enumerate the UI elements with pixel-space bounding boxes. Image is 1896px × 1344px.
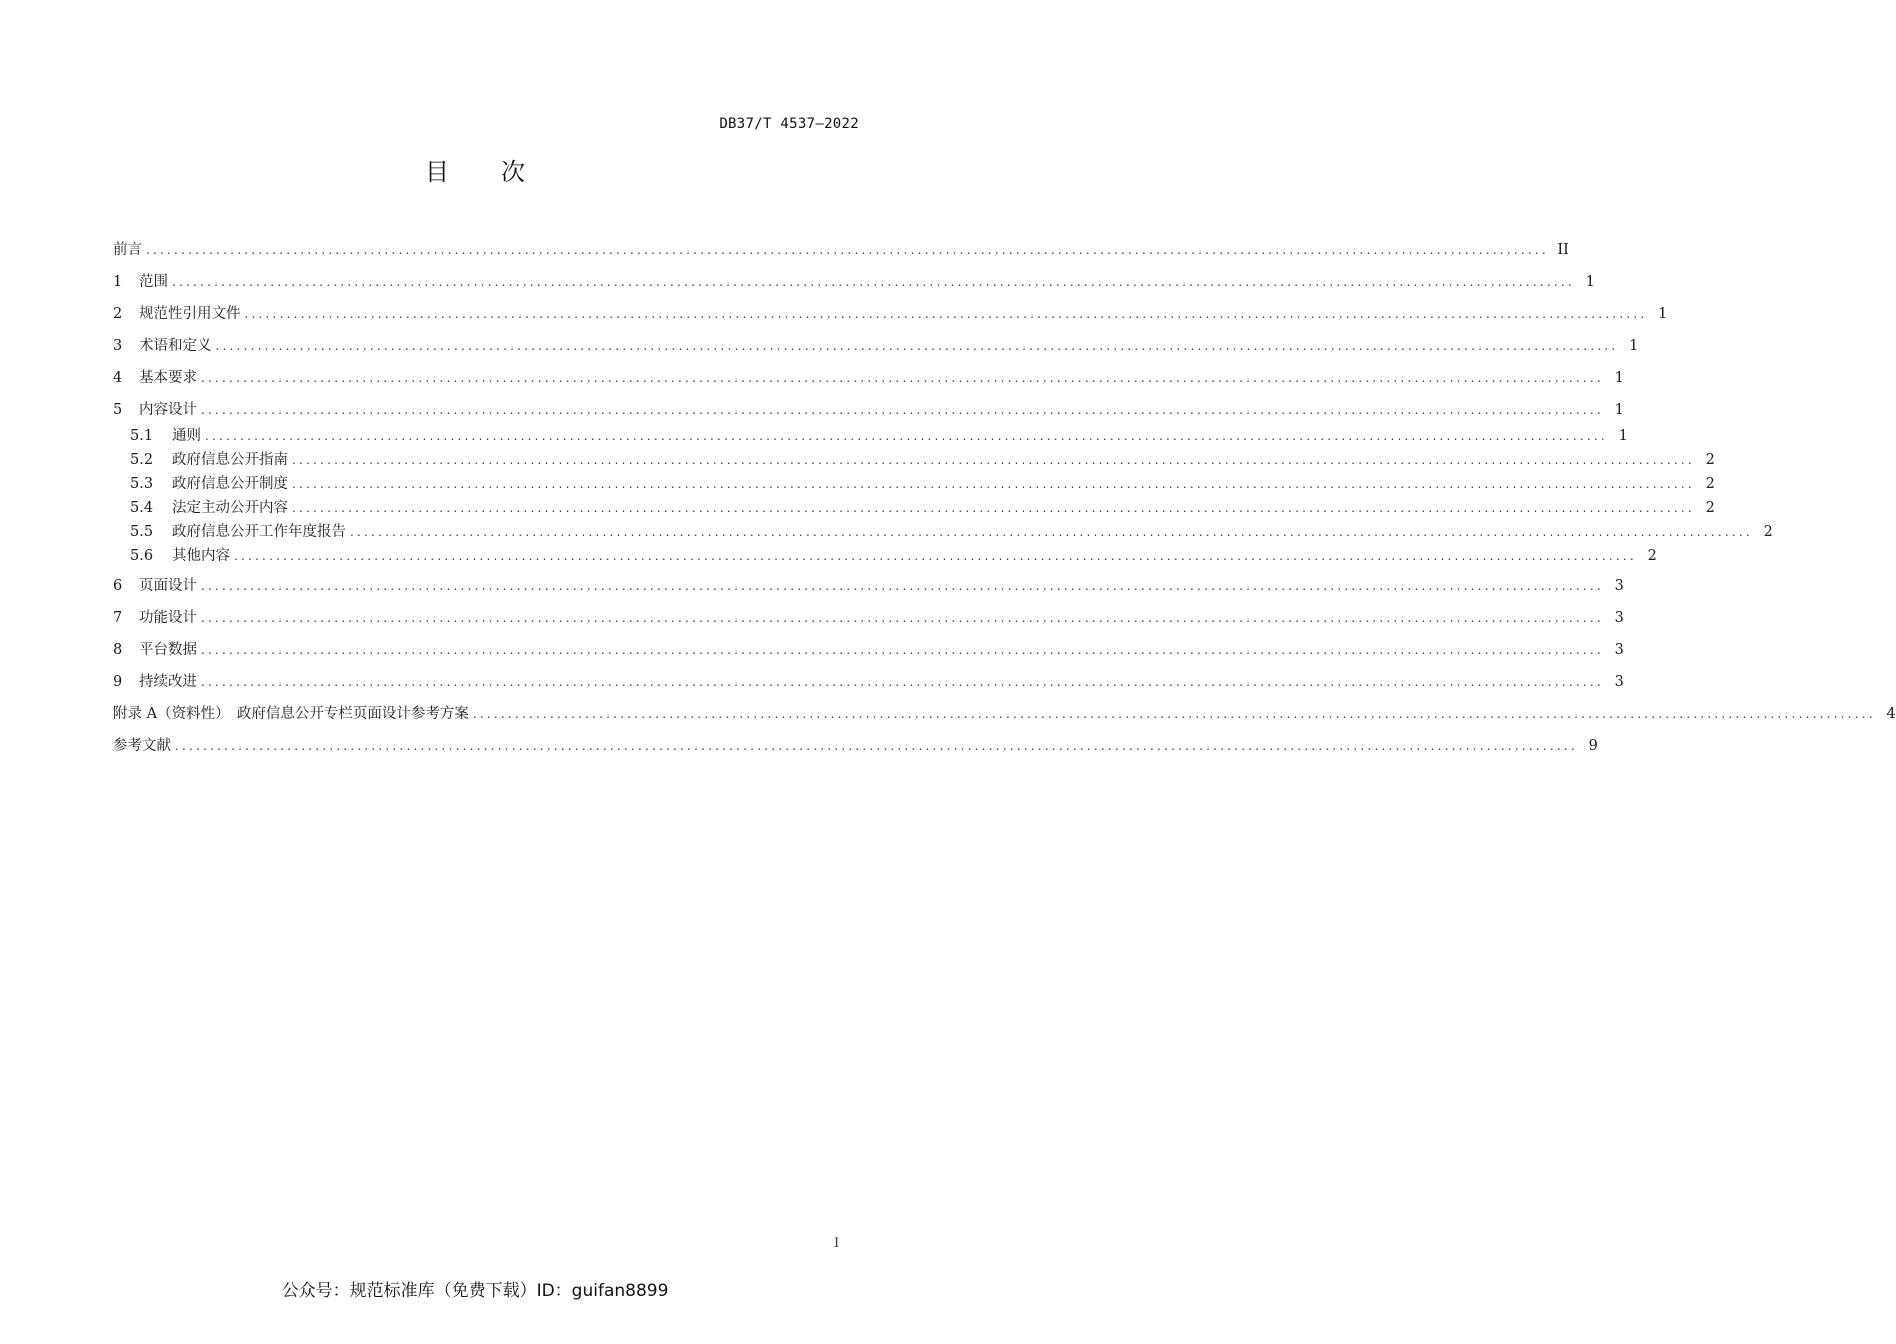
toc-dot-leader: ........................................................................................................................................................................................................ — [146, 243, 1549, 257]
toc-entry-label: 政府信息公开工作年度报告 — [172, 524, 346, 540]
toc-entry-label: 政府信息公开制度 — [172, 476, 288, 492]
toc-dot-leader: ........................................................................................................................................................................................................ — [201, 611, 1604, 625]
toc-dot-leader: ........................................................................................................................................................................................................ — [175, 739, 1578, 753]
toc-entry-label: 前言 — [113, 242, 142, 258]
toc-entry-label: 范围 — [139, 274, 168, 290]
toc-dot-leader: ........................................................................................................................................................................................................ — [244, 307, 1648, 321]
toc-entry-page: 3 — [1614, 642, 1624, 658]
toc-entry-page: 1 — [1658, 306, 1668, 322]
toc-entry-page: 3 — [1614, 674, 1624, 690]
toc-dot-leader: ........................................................................................................................................................................................................ — [172, 275, 1575, 289]
toc-entry[interactable] — [113, 334, 1639, 358]
toc-entry-label: 附录 A（资料性） 政府信息公开专栏页面设计参考方案 — [113, 706, 469, 722]
toc-entry-page: 2 — [1763, 524, 1773, 540]
toc-entry-number: 6 — [113, 578, 123, 594]
toc-entry-page: 2 — [1705, 452, 1715, 468]
toc-entry-page: 9 — [1588, 738, 1598, 754]
footer-note: 公众号：规范标准库（免费下载）ID：guifan8899 — [281, 1281, 669, 1301]
toc-dot-leader: ........................................................................................................................................................................................................ — [201, 371, 1604, 385]
toc-entry[interactable] — [113, 366, 1624, 390]
toc-entry[interactable] — [113, 270, 1595, 294]
toc-entry-page: 1 — [1614, 402, 1624, 418]
toc-entry-page: II — [1557, 242, 1569, 258]
toc-entry-label: 其他内容 — [172, 548, 230, 564]
toc-entry-page: 2 — [1647, 548, 1657, 564]
toc-entry-page: 2 — [1705, 476, 1715, 492]
toc-dot-leader: ........................................................................................................................................................................................................ — [201, 675, 1604, 689]
toc-entry-label: 内容设计 — [139, 402, 197, 418]
toc-entry[interactable] — [113, 670, 1624, 694]
toc-subentry[interactable] — [130, 424, 1628, 448]
toc-entry-number: 5.5 — [130, 524, 154, 540]
toc-entry-number: 5 — [113, 402, 123, 418]
toc-entry-number: 3 — [113, 338, 123, 354]
toc-entry[interactable] — [113, 302, 1668, 326]
toc-entry-label: 基本要求 — [139, 370, 197, 386]
toc-dot-leader: ........................................................................................................................................................................................................ — [472, 707, 1876, 721]
toc-entry[interactable] — [113, 638, 1624, 662]
toc-entry-number: 4 — [113, 370, 123, 386]
toc-entry-label: 持续改进 — [139, 674, 197, 690]
toc-entry-number: 5.3 — [130, 476, 154, 492]
toc-entry-label: 通则 — [172, 428, 201, 444]
toc-entry[interactable] — [113, 734, 1598, 758]
toc-dot-leader: ........................................................................................................................................................................................................ — [292, 501, 1695, 515]
toc-entry-page: 2 — [1705, 500, 1715, 516]
page-title: 目次 — [425, 158, 577, 186]
toc-dot-leader: ........................................................................................................................................................................................................ — [292, 453, 1695, 467]
toc-entry[interactable] — [113, 702, 1896, 726]
toc-entry[interactable] — [113, 398, 1624, 422]
toc-dot-leader: ........................................................................................................................................................................................................ — [201, 579, 1604, 593]
toc-entry-label: 功能设计 — [139, 610, 197, 626]
toc-entry-label: 规范性引用文件 — [139, 306, 241, 322]
toc-entry-number: 5.6 — [130, 548, 154, 564]
toc-subentry[interactable] — [130, 448, 1715, 472]
toc-entry-page: 1 — [1618, 428, 1628, 444]
toc-entry-page: 1 — [1629, 338, 1639, 354]
toc-dot-leader: ........................................................................................................................................................................................................ — [215, 339, 1619, 353]
toc-entry-label: 平台数据 — [139, 642, 197, 658]
page-number: I — [834, 1236, 840, 1251]
toc-entry-number: 1 — [113, 274, 123, 290]
toc-dot-leader: ........................................................................................................................................................................................................ — [350, 525, 1753, 539]
toc-subentry[interactable] — [130, 472, 1715, 496]
toc-entry-page: 3 — [1614, 610, 1624, 626]
toc-entry-page: 1 — [1585, 274, 1595, 290]
toc-entry-page: 3 — [1614, 578, 1624, 594]
toc-dot-leader: ........................................................................................................................................................................................................ — [234, 549, 1637, 563]
toc-entry-label: 法定主动公开内容 — [172, 500, 288, 516]
toc-subentry[interactable] — [130, 520, 1773, 544]
toc-entry-page: 4 — [1886, 706, 1896, 722]
toc-entry[interactable] — [113, 238, 1569, 262]
toc-entry-number: 7 — [113, 610, 123, 626]
toc-subentry[interactable] — [130, 496, 1715, 520]
toc-subentry[interactable] — [130, 544, 1657, 568]
toc-entry-label: 参考文献 — [113, 738, 171, 754]
toc-dot-leader: ........................................................................................................................................................................................................ — [201, 403, 1604, 417]
toc-entry-number: 5.1 — [130, 428, 154, 444]
toc-entry-number: 8 — [113, 642, 123, 658]
toc-dot-leader: ........................................................................................................................................................................................................ — [292, 477, 1695, 491]
toc-entry-page: 1 — [1614, 370, 1624, 386]
toc-dot-leader: ........................................................................................................................................................................................................ — [205, 429, 1608, 443]
toc-entry[interactable] — [113, 574, 1624, 598]
toc-entry-number: 5.2 — [130, 452, 154, 468]
toc-entry-number: 9 — [113, 674, 123, 690]
toc-entry-label: 页面设计 — [139, 578, 197, 594]
document-code: DB37/T 4537—2022 — [719, 116, 859, 132]
toc-entry-number: 2 — [113, 306, 123, 322]
toc-entry[interactable] — [113, 606, 1624, 630]
toc-dot-leader: ........................................................................................................................................................................................................ — [201, 643, 1604, 657]
toc-entry-number: 5.4 — [130, 500, 154, 516]
toc-entry-label: 术语和定义 — [139, 338, 212, 354]
toc-entry-label: 政府信息公开指南 — [172, 452, 288, 468]
